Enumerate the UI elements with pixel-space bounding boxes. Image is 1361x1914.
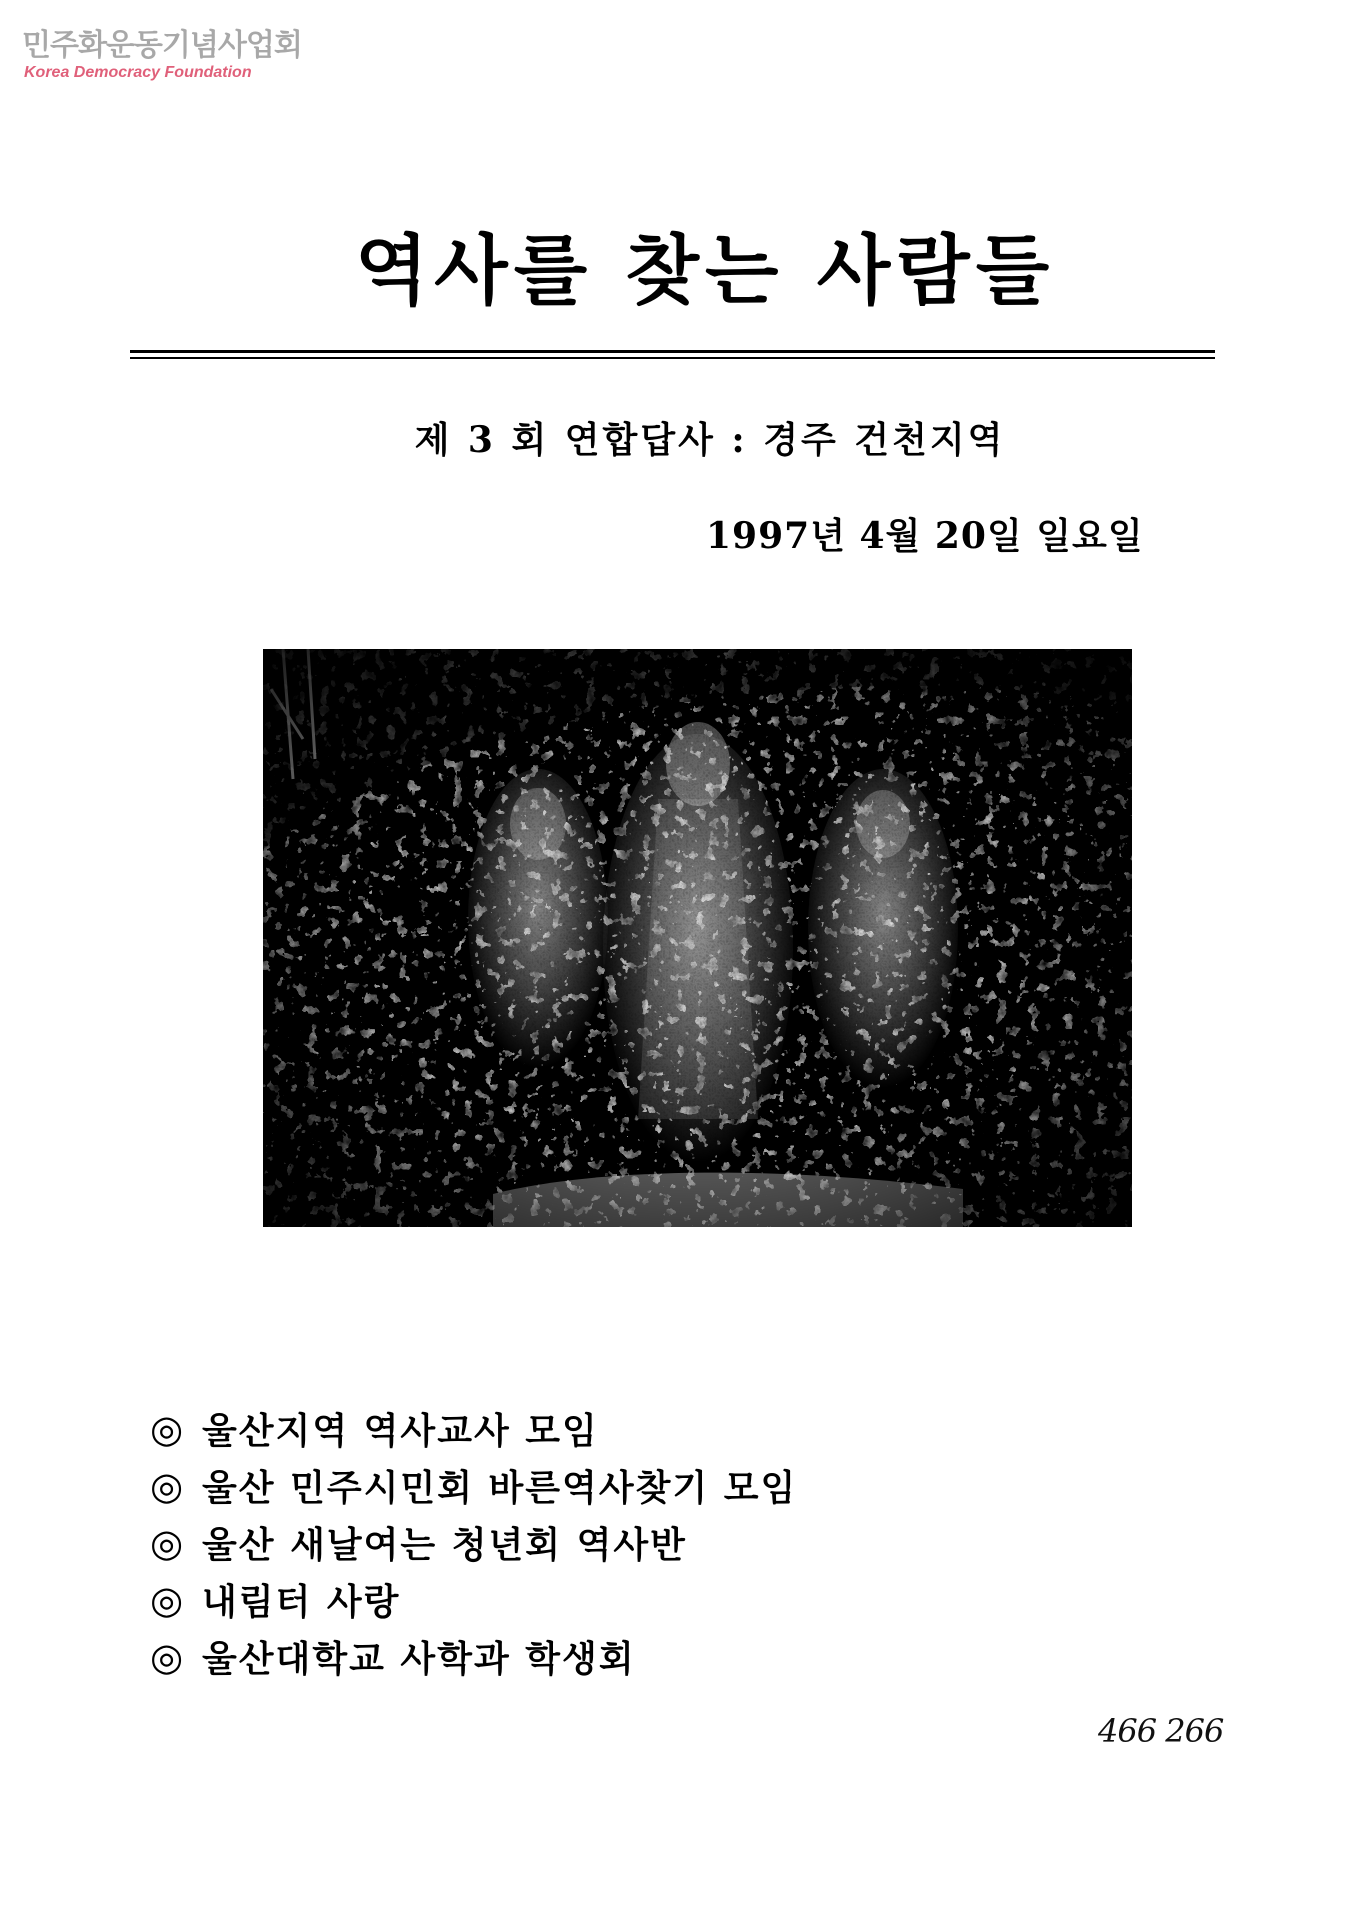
document-title: 역사를 찾는 사람들 <box>354 226 1056 315</box>
list-item <box>150 1400 1150 1457</box>
list-item <box>150 1571 1150 1628</box>
organizer-name: 울산대학교 사학과 학생회 <box>202 1639 636 1680</box>
watermark-logo-english: Korea Democracy Foundation <box>24 64 252 81</box>
handwritten-archive-number: 466 266 <box>1098 1712 1224 1750</box>
double-circle-bullet-icon: ◎ <box>150 1577 186 1622</box>
organizer-name: 울산 새날여는 청년회 역사반 <box>202 1525 687 1566</box>
document-date: 1997년 4월 20일 일요일 <box>706 515 1144 557</box>
double-circle-bullet-icon: ◎ <box>150 1634 186 1679</box>
double-circle-bullet-icon: ◎ <box>150 1406 186 1451</box>
list-item <box>150 1457 1150 1514</box>
organizer-list <box>150 1400 1150 1685</box>
title-rule-top <box>130 350 1215 353</box>
double-circle-bullet-icon: ◎ <box>150 1520 186 1565</box>
organizer-name: 울산 민주시민회 바른역사찾기 모임 <box>202 1468 798 1509</box>
list-item <box>150 1514 1150 1571</box>
watermark-logo-korean: 민주화운동기념사업회 <box>22 28 302 63</box>
rock-relief-photo <box>263 649 1132 1227</box>
organizer-name: 울산지역 역사교사 모임 <box>202 1411 599 1452</box>
title-rule-bottom <box>130 357 1215 359</box>
document-subtitle: 제 3 회 연합답사 : 경주 건천지역 <box>414 419 1006 461</box>
photo-graphic <box>263 649 1132 1227</box>
list-item <box>150 1628 1150 1685</box>
organizer-name: 내림터 사랑 <box>202 1582 401 1623</box>
double-circle-bullet-icon: ◎ <box>150 1463 186 1508</box>
